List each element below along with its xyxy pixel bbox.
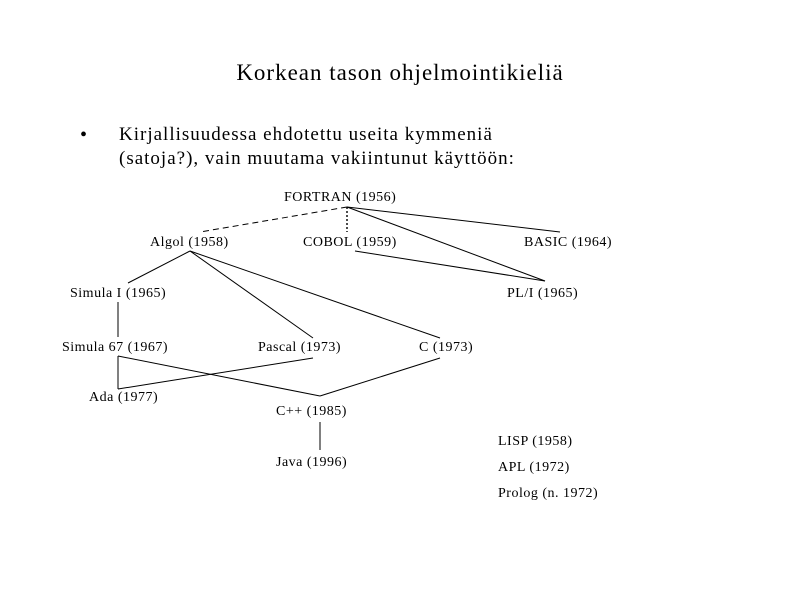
bullet-text-line-1: Kirjallisuudessa ehdotettu useita kymmeniä bbox=[119, 124, 493, 145]
edge-c-cpp bbox=[320, 358, 440, 396]
other-prolog: Prolog (n. 1972) bbox=[498, 486, 599, 501]
node-cpp: C++ (1985) bbox=[276, 404, 347, 419]
slide-title: Korkean tason ohjelmointikieliä bbox=[236, 60, 564, 85]
node-basic: BASIC (1964) bbox=[524, 235, 613, 250]
other-apl: APL (1972) bbox=[498, 460, 570, 475]
node-simula1: Simula I (1965) bbox=[70, 286, 167, 301]
node-c: C (1973) bbox=[419, 340, 474, 355]
node-algol: Algol (1958) bbox=[150, 235, 229, 250]
edge-fortran-basic bbox=[347, 207, 560, 232]
node-pascal: Pascal (1973) bbox=[258, 340, 342, 355]
other-lisp: LISP (1958) bbox=[498, 434, 573, 449]
edge-algol-simula1 bbox=[128, 251, 190, 283]
tree-nodes bbox=[62, 190, 612, 470]
edge-algol-c bbox=[190, 251, 440, 338]
edge-pascal-ada bbox=[118, 358, 313, 389]
bullet-text-line-2: (satoja?), vain muutama vakiintunut käyttöön: bbox=[119, 148, 515, 169]
edge-fortran-algol bbox=[200, 207, 347, 232]
node-pl1: PL/I (1965) bbox=[507, 286, 579, 301]
node-cobol: COBOL (1959) bbox=[303, 235, 397, 250]
node-java: Java (1996) bbox=[276, 455, 348, 470]
edge-algol-pascal bbox=[190, 251, 313, 338]
node-simula67: Simula 67 (1967) bbox=[62, 340, 168, 355]
bullet-icon: • bbox=[80, 124, 88, 146]
node-fortran: FORTRAN (1956) bbox=[284, 190, 397, 205]
node-ada: Ada (1977) bbox=[89, 390, 159, 405]
edge-cobol-pl1 bbox=[355, 251, 545, 281]
other-languages-list bbox=[498, 434, 598, 501]
